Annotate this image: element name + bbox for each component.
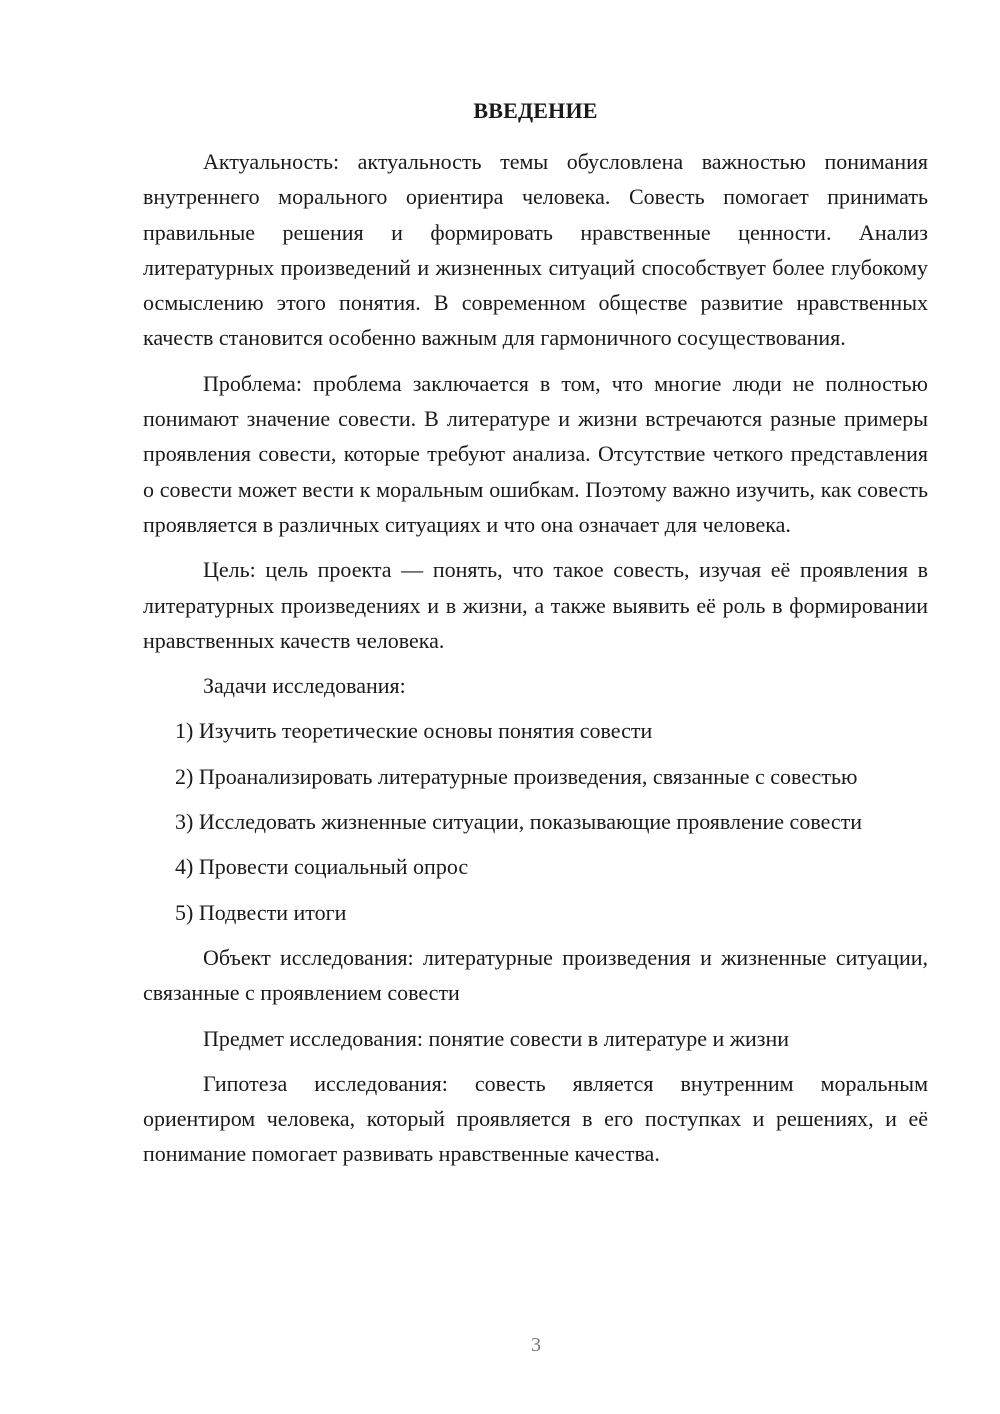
task-item-1: 1) Изучить теоретические основы понятия совести bbox=[175, 718, 653, 744]
paragraph-relevance: Актуальность: актуальность темы обусловлена важностью понимания внутреннего морального ориентира человека. Совесть помогает принимать правильные решения и формировать нравственные ценности. Анализ литературных произведений и жизненных ситуаций способствует более глубокому осмыслению этого понятия. В современном обществе развитие нравственных качеств становится особенно важным для гармоничного сосуществования. bbox=[143, 149, 928, 351]
paragraph-goal: Цель: цель проекта — понять, что такое совесть, изучая её проявления в литературных произведениях и в жизни, а также выявить её роль в формировании нравственных качеств человека. bbox=[143, 557, 928, 653]
paragraph-problem: Проблема: проблема заключается в том, что многие люди не полностью понимают значение совести. В литературе и жизни встречаются разные примеры проявления совести, которые требуют анализа. Отсутствие четкого представления о совести может вести к моральным ошибкам. Поэтому важно изучить, как совесть проявляется в различных ситуациях и что она означает для человека. bbox=[143, 370, 928, 537]
paragraph-tasks-heading: Задачи исследования: bbox=[203, 673, 406, 699]
paragraph-object: Объект исследования: литературные произведения и жизненные ситуации, связанные с проявлением совести bbox=[143, 944, 928, 1006]
paragraph-subject: Предмет исследования: понятие совести в литературе и жизни bbox=[203, 1025, 790, 1051]
page-number: 3 bbox=[531, 1334, 541, 1356]
task-item-5: 5) Подвести итоги bbox=[175, 899, 347, 925]
task-item-2: 2) Проанализировать литературные произведения, связанные с совестью bbox=[175, 763, 858, 789]
task-item-3: 3) Исследовать жизненные ситуации, показывающие проявление совести bbox=[175, 809, 863, 835]
document-page bbox=[143, 96, 928, 1182]
task-item-4: 4) Провести социальный опрос bbox=[175, 854, 469, 880]
paragraph-hypothesis: Гипотеза исследования: совесть является внутренним моральным ориентиром человека, который проявляется в его поступках и решениях, и её понимание помогает развивать нравственные качества. bbox=[143, 1070, 928, 1167]
section-title: ВВЕДЕНИЕ bbox=[473, 98, 598, 123]
